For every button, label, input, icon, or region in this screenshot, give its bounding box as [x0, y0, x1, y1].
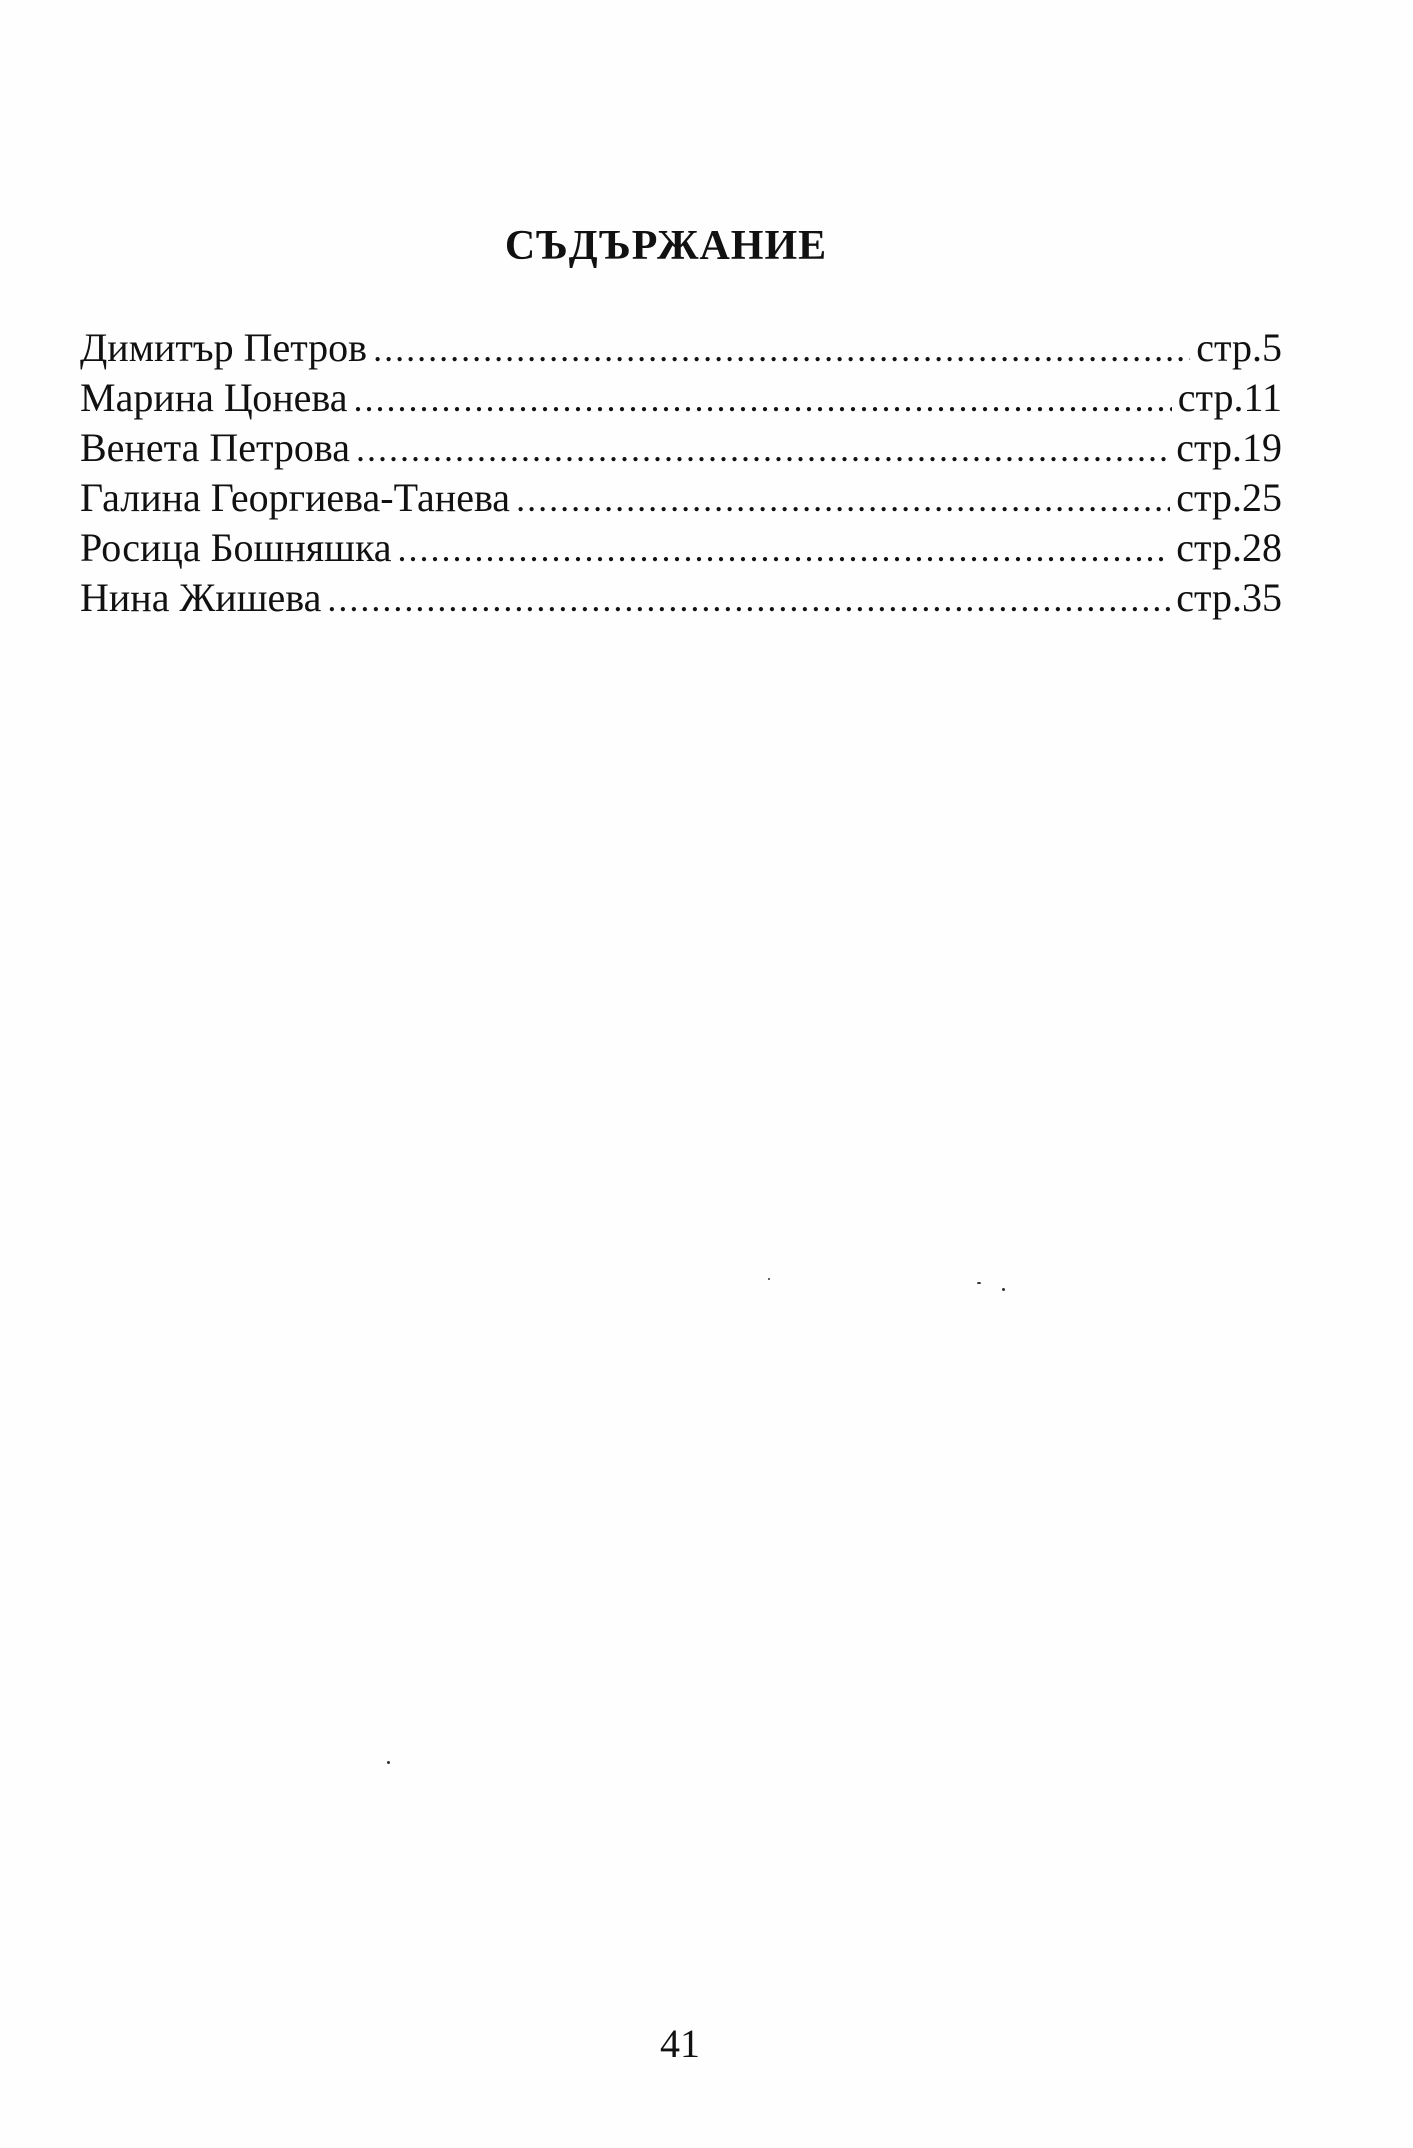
toc-entry-page: стр.19: [1176, 425, 1282, 470]
toc-entry: [80, 523, 1282, 573]
page-number: 41: [660, 2021, 700, 2066]
toc-leader-dots: [327, 574, 1170, 624]
toc-entry-name: Нина Жишева: [80, 575, 322, 620]
toc-entry: [80, 573, 1282, 623]
toc-entry-name: Галина Георгиева-Танева: [80, 475, 511, 520]
paper-speck: [768, 1278, 770, 1280]
toc-entry: [80, 423, 1282, 473]
paper-speck: [977, 1282, 981, 1284]
toc-entry-name: Росица Бошняшка: [80, 525, 392, 570]
toc-entry-page: стр.25: [1176, 475, 1282, 520]
toc-leader-dots: [516, 474, 1170, 524]
toc-entry-page: стр.35: [1176, 575, 1282, 620]
toc-entry: [80, 473, 1282, 523]
toc-entry-page: стр.5: [1196, 325, 1282, 370]
toc-entry-page: стр.28: [1176, 525, 1282, 570]
toc-entry: [80, 323, 1282, 373]
toc-leader-dots: [373, 324, 1190, 374]
toc-entry: [80, 373, 1282, 423]
toc-leader-dots: [354, 374, 1172, 424]
toc-leader-dots: [356, 424, 1170, 474]
toc-entry-name: Венета Петрова: [80, 425, 351, 470]
toc-entry-name: Димитър Петров: [80, 325, 368, 370]
page-title: СЪДЪРЖАНИЕ: [504, 223, 828, 269]
paper-speck: [1002, 1288, 1005, 1291]
table-of-contents: [80, 323, 1282, 623]
toc-entry-page: стр.11: [1177, 375, 1282, 420]
toc-entry-name: Марина Цонева: [80, 375, 348, 420]
paper-speck: [387, 1761, 390, 1764]
toc-leader-dots: [398, 524, 1171, 574]
